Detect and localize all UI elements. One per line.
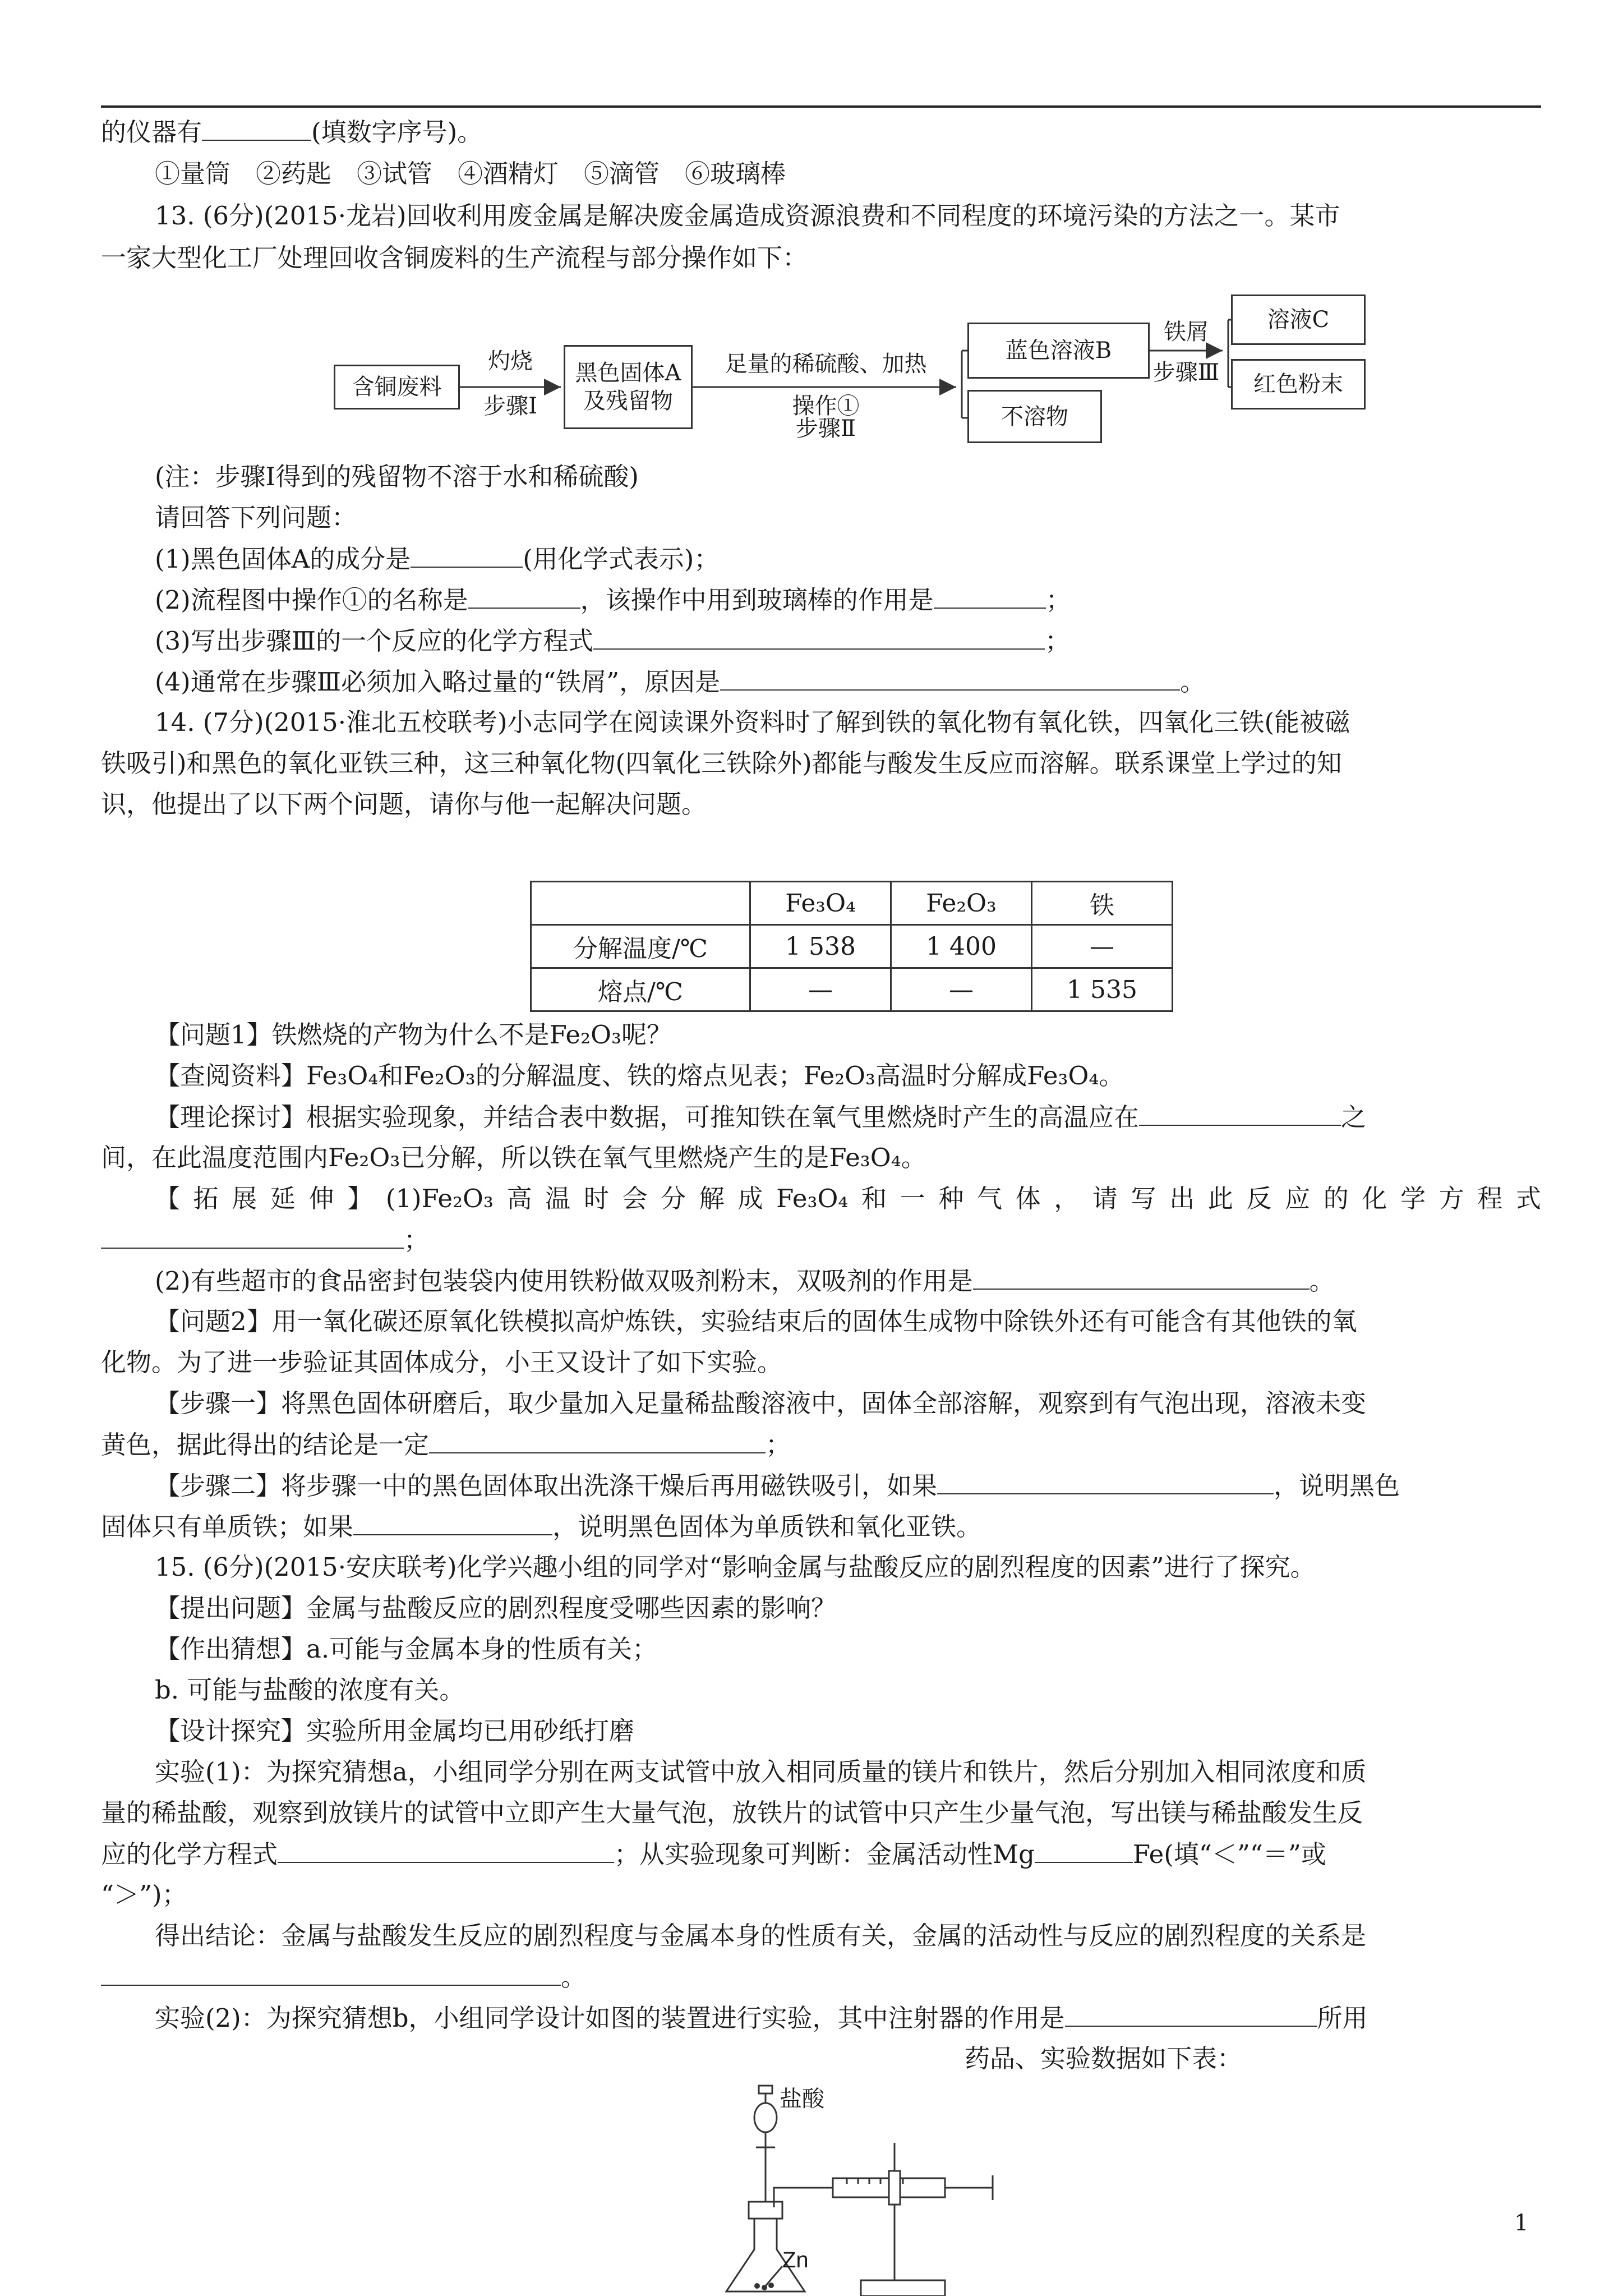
instrument-options: ①量筒 ②药匙 ③试管 ④酒精灯 ⑤滴管 ⑥玻璃棒 [155,159,786,188]
q14-step2: 【步骤二】将步骤一中的黑色固体取出洗涤干燥后再用磁铁吸引，如果 ，说明黑色 [101,1469,1541,1503]
q14-stem-cont: 铁吸引)和黑色的氧化亚铁三种，这三种氧化物(四氧化三铁除外)都能与酸发生反应而溶解。联系课堂上学过的知 [101,748,1342,778]
table-row [531,925,1173,968]
table-header-row [531,882,1173,925]
q13-prompt: 请回答下列问题： [155,503,357,532]
q15-question: 【提出问题】金属与盐酸反应的剧烈程度受哪些因素的影响？ [155,1593,837,1623]
q14-problem1: 【问题1】铁燃烧的产物为什么不是Fe₂O₃呢？ [155,1020,672,1050]
label-zinc: Zn [782,2248,809,2272]
q15-exp1-cont3: “＞”)； [101,1880,187,1910]
table-cell: 1 400 [891,925,1032,968]
answer-blank[interactable] [101,1223,404,1249]
iron-oxide-table [530,881,1173,1012]
flow-step1-num: 步骤Ⅰ [483,393,537,419]
q14-problem2-cont: 化物。为了进一步验证其固体成分，小王又设计了如下实验。 [101,1347,783,1377]
q13-note: (注：步骤Ⅰ得到的残留物不溶于水和稀硫酸) [155,462,639,491]
q13-part3: (3)写出步骤Ⅲ的一个反应的化学方程式 ； [101,624,1541,658]
table-cell: — [891,968,1032,1011]
q15-hypothesis-a: 【作出猜想】a.可能与金属本身的性质有关； [155,1634,658,1664]
flow-step2-label: 足量的稀硫酸、加热 [725,351,927,377]
q14-theory-cont: 间，在此温度范围内Fe₂O₃已分解，所以铁在氧气里燃烧产生的是Fe₃O₄。 [101,1143,926,1172]
q14-extension-blank: ； [101,1223,1541,1257]
answer-blank[interactable] [429,1428,766,1453]
q15-conclusion-blank: 。 [101,1960,1541,1994]
q14-step1-cont: 黄色，据此得出的结论是一定 ； [101,1428,1541,1462]
flow-step2-op: 操作① [792,393,860,419]
table-cell: Fe₂O₃ [891,882,1032,925]
q14-step1: 【步骤一】将黑色固体研磨后，取少量加入足量稀盐酸溶液中，固体全部溶解，观察到有气泡出现，溶液未变 [155,1388,1367,1418]
answer-blank[interactable] [934,583,1046,609]
table-cell: — [750,968,891,1011]
q15-conclusion: 得出结论：金属与盐酸发生反应的剧烈程度与金属本身的性质有关，金属的活动性与反应的剧烈程度的关系是 [155,1921,1367,1950]
answer-blank[interactable] [720,665,1180,691]
flow-arrows [0,0,1623,460]
q13-stem-cont: 一家大型化工厂处理回收含铜废料的生产流程与部分操作如下： [101,243,808,273]
answer-blank[interactable] [353,1510,552,1535]
flow-box-solution-c: 溶液C [1231,295,1366,345]
flow-box-insoluble: 不溶物 [967,390,1102,443]
answer-blank[interactable] [1139,1100,1341,1126]
answer-blank[interactable] [468,583,580,609]
table-cell: 熔点/℃ [531,968,750,1011]
table-cell: 分解温度/℃ [531,925,750,968]
answer-blank[interactable] [937,1469,1274,1494]
q14-theory: 【理论探讨】根据实验现象，并结合表中数据，可推知铁在氧气里燃烧时产生的高温应在 之 [101,1100,1541,1134]
answer-blank[interactable] [973,1264,1310,1290]
table-cell: Fe₃O₄ [750,882,891,925]
q14-stem-cont2: 识，他提出了以下两个问题，请你与他一起解决问题。 [101,789,707,819]
q15-hypothesis-b: b. 可能与盐酸的浓度有关。 [155,1675,465,1705]
q13-part4: (4)通常在步骤Ⅲ必须加入略过量的“铁屑”，原因是 。 [101,665,1541,699]
q15-stem: 15. (6分)(2015·安庆联考)化学兴趣小组的同学对“影响金属与盐酸反应的剧烈程度的因素”进行了探究。 [155,1552,1316,1582]
q13-stem: 13. (6分)(2015·龙岩)回收利用废金属是解决废金属造成资源浪费和不同程度的环境污染的方法之一。某市 [155,201,1340,231]
flow-step1-label: 灼烧 [488,348,533,374]
q13-part2: (2)流程图中操作①的名称是 ，该操作中用到玻璃棒的作用是 ； [101,583,1541,617]
q13-part1: (1)黑色固体A的成分是 (用化学式表示)； [101,542,1541,576]
label-hydrochloric-acid: 盐酸 [780,2086,824,2112]
flow-box-copper-waste: 含铜废料 [334,365,460,409]
flow-box-solid-a: 黑色固体A 及残留物 [564,345,693,429]
flow-box-blue-solution: 蓝色溶液B [967,323,1150,379]
q15-exp1-cont2: 应的化学方程式 ；从实验现象可判断：金属活动性Mg Fe(填“＜”“＝”或 [101,1837,1541,1871]
flow-step2-num: 步骤Ⅱ [795,416,856,441]
q14-extension-2: (2)有些超市的食品密封包装袋内使用铁粉做双吸剂粉末，双吸剂的作用是 。 [101,1264,1541,1298]
answer-blank[interactable] [1035,1837,1133,1863]
q15-exp2: 实验(2)：为探究猜想b，小组同学设计如图的装置进行实验，其中注射器的作用是 所用 [101,2001,1541,2035]
q15-exp2-cont: 药品、实验数据如下表： [965,2044,1243,2073]
flow-box-red-powder: 红色粉末 [1231,359,1366,409]
apparatus-diagram [701,2081,1015,2296]
q14-problem2: 【问题2】用一氧化碳还原氧化铁模拟高炉炼铁，实验结束后的固体生成物中除铁外还有可能含有其他铁的氧 [155,1306,1357,1336]
answer-blank[interactable] [278,1837,614,1863]
table-row [531,968,1173,1011]
table-cell: — [1032,925,1173,968]
q14-reference: 【查阅资料】Fe₃O₄和Fe₂O₃的分解温度、铁的熔点见表；Fe₂O₃高温时分解成Fe₃O₄。 [155,1061,1124,1091]
answer-blank[interactable] [593,624,1045,650]
flow-step3-label: 铁屑 [1164,319,1209,345]
q15-exp1-cont: 量的稀盐酸，观察到放镁片的试管中立即产生大量气泡，放铁片的试管中只产生少量气泡，写出镁与稀盐酸发生反 [101,1798,1363,1828]
table-cell: 1 538 [750,925,891,968]
table-cell: 铁 [1032,882,1173,925]
table-cell: 1 535 [1032,968,1173,1011]
answer-blank[interactable] [101,1960,561,1986]
q14-stem: 14. (7分)(2015·淮北五校联考)小志同学在阅读课外资料时了解到铁的氧化物有氧化铁，四氧化三铁(能被磁 [155,707,1350,737]
q15-design: 【设计探究】实验所用金属均已用砂纸打磨 [155,1716,635,1746]
q14-extension: 【拓展延伸】(1)Fe₂O₃高温时会分解成Fe₃O₄和一种气体，请写出此反应的化学方程式 [155,1184,1541,1213]
table-cell [531,882,750,925]
answer-blank[interactable] [1065,2001,1317,2027]
flow-step3-num: 步骤Ⅲ [1152,360,1220,385]
answer-blank[interactable] [411,542,523,568]
q15-exp1: 实验(1)：为探究猜想a，小组同学分别在两支试管中放入相同质量的镁片和铁片，然后分别加入相同浓度和质 [155,1757,1367,1787]
q14-step2-cont: 固体只有单质铁；如果 ，说明黑色固体为单质铁和氧化亚铁。 [101,1510,1541,1544]
line-instruments: 的仪器有 (填数字序号)。 [101,115,1541,149]
page-number: 1 [1514,2210,1529,2236]
